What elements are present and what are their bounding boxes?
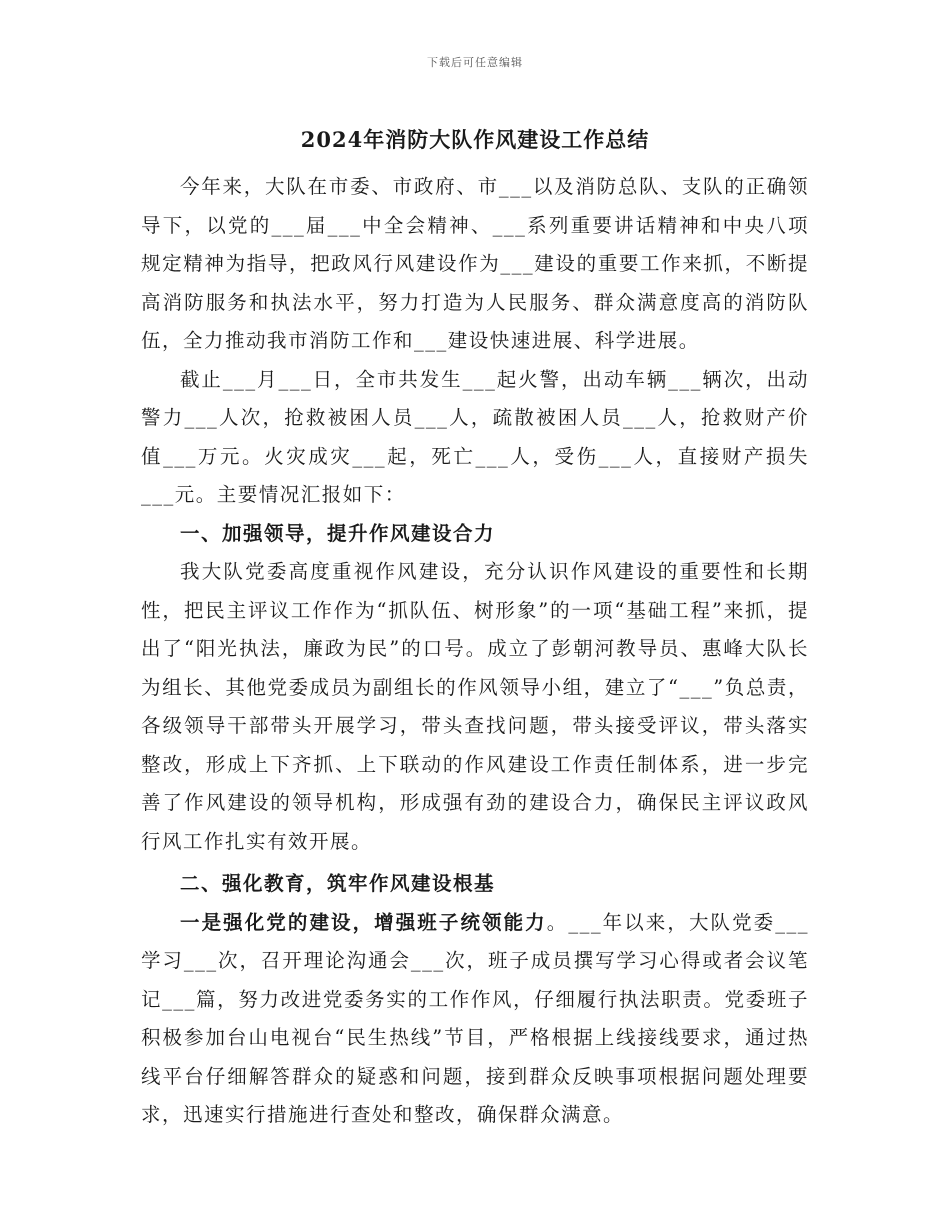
section-2-body: 。___年以来，大队党委___学习___次，召开理论沟通会___次，班子成员撰写学习心得或者会议笔记___篇，努力改进党委务实的工作作风，仔细履行执法职责。党委班子积极参加台山电视台“民生热线”节目，严格根据上线接线要求，通过热线平台仔细解答群众的疑惑和问题，接到群众反映事项根据问题处理要求，迅速实行措施进行查处和整改，确保群众满意。 xyxy=(141,910,809,1126)
section-2-paragraph xyxy=(141,904,809,1135)
document-body xyxy=(141,168,809,1135)
header-note: 下载后可任意编辑 xyxy=(427,56,523,69)
document-title: 2024年消防大队作风建设工作总结 xyxy=(300,127,650,152)
section-1-heading: 一、加强领导，提升作风建设合力 xyxy=(180,521,496,545)
section-2-heading: 二、强化教育，筑牢作风建设根基 xyxy=(180,872,496,895)
section-2-lead: 一是强化党的建设，增强班子统领能力 xyxy=(180,910,547,934)
intro-paragraph: 今年来，大队在市委、市政府、市___以及消防总队、支队的正确领导下，以党的___届___中全会精神、___系列重要讲话精神和中央八项规定精神为指导，把政风行风建设作为___建设的重要工作来抓，不断提高消防服务和执法水平，努力打造为人民服务、群众满意度高的消防队伍，全力推动我市消防工作和___建设快速进展、科学进展。 xyxy=(141,175,809,352)
section-1-body: 我大队党委高度重视作风建设，充分认识作风建设的重要性和长期性，把民主评议工作作为“抓队伍、树形象”的一项“基础工程”来抓，提出了“阳光执法，廉政为民”的口号。成立了彭朝河教导员、惠峰大队长为组长、其他党委成员为副组长的作风领导小组，建立了“___”负总责，各级领导干部带头开展学习，带头查找问题，带头接受评议，带头落实整改，形成上下齐抓、上下联动的作风建设工作责任制体系，进一步完善了作风建设的领导机构，形成强有劲的建设合力，确保民主评议政风行风工作扎实有效开展。 xyxy=(141,560,809,853)
statistics-paragraph: 截止___月___日，全市共发生___起火警，出动车辆___辆次，出动警力___人次，抢救被困人员___人，疏散被困人员___人，抢救财产价值___万元。火灾成灾___起，死亡___人，受伤___人，直接财产损失___元。主要情况汇报如下： xyxy=(141,367,809,506)
